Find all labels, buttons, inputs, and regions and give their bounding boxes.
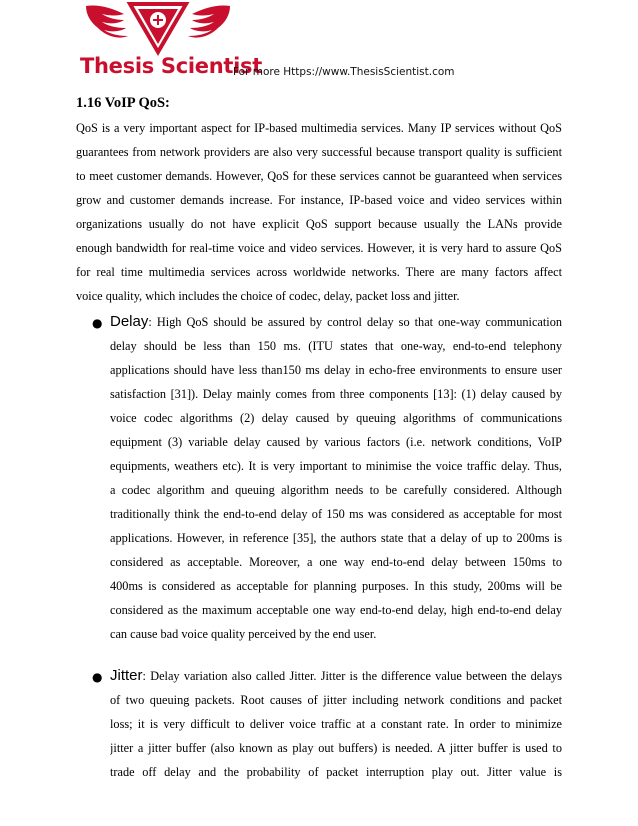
bullet-line: satisfaction [31]). Delay mainly comes from three components [13]: (1) delay caused by <box>110 387 562 401</box>
bullet-line: delay should be less than 150 ms. (ITU states that one-way, end-to-end telephony <box>110 339 562 353</box>
bullet-first-line <box>110 667 562 684</box>
winged-shield-icon <box>78 0 238 60</box>
bullet-line: trade off delay and the probability of packet interruption play out. Jitter value is <box>110 765 562 779</box>
bullet-line: considered as the maximum acceptable one way end-to-end delay, high end-to-end delay <box>110 603 562 617</box>
bullet-line: of two queuing packets. Root causes of jitter including network conditions and packet <box>110 693 562 707</box>
bullet-line: can cause bad voice quality perceived by the end user. <box>110 627 377 641</box>
paragraph-line: grow and customer demands increase. For instance, IP-based voice and video services within <box>76 193 562 207</box>
intro-paragraph <box>76 118 562 310</box>
section-title: 1.16 VoIP QoS: <box>76 95 170 111</box>
paragraph-line: enough bandwidth for real-time voice and video services. However, it is very hard to assure QoS <box>76 241 562 255</box>
bullet-line: loss; it is very difficult to deliver voice traffic at a constant rate. In order to minimize <box>110 717 562 731</box>
bullet-icon: ● <box>92 316 103 330</box>
bullet-line: traditionally think the end-to-end delay of 150 ms was considered as acceptable for most <box>110 507 562 521</box>
paragraph-line: guarantees from network providers are also very successful because transport quality is sufficient <box>76 145 562 159</box>
paragraph-line: QoS is a very important aspect for IP-based multimedia services. Many IP services without QoS <box>76 121 562 135</box>
bullet-icon: ● <box>92 670 103 684</box>
bullet-line: a codec algorithm and queuing algorithm needs to be carefully considered. Although <box>110 483 562 497</box>
bullet-line: applications. However, in reference [35], the authors state that a delay of up to 200ms is <box>110 531 562 545</box>
bullet-line: equipment (3) variable delay caused by various factors (i.e. network conditions, VoIP <box>110 435 562 449</box>
bullet-line: jitter a jitter buffer (also known as play out buffers) is needed. A jitter buffer is used to <box>110 741 562 755</box>
brand-name: Thesis Scientist <box>80 54 262 78</box>
paragraph-line: organizations usually do not have explicit QoS support because usually the LANs provide <box>76 217 562 231</box>
paragraph-line: to meet customer demands. However, QoS for these services cannot be guaranteed when services <box>76 169 562 183</box>
bullet-first-line <box>110 313 562 330</box>
paragraph-line: for real time multimedia services across worldwide networks. There are many factors affect <box>76 265 562 279</box>
bullet-term: Jitter <box>110 667 143 684</box>
paragraph-line: voice quality, which includes the choice of codec, delay, packet loss and jitter. <box>76 289 460 303</box>
bullet-first-line-text: : Delay variation also called Jitter. Jitter is the difference value between the delays <box>142 669 562 683</box>
bullet-line: voice codec algorithms (2) delay caused by queuing algorithms of communications <box>110 411 562 425</box>
bullet-line: 400ms is considered as acceptable for planning purposes. In this study, 200ms will be <box>110 579 562 593</box>
bullet-line: applications should have less than150 ms delay in echo-free environments to ensure user <box>110 363 562 377</box>
bullet-line: equipments, weathers etc). It is very important to minimise the voice traffic delay. Thus, <box>110 459 562 473</box>
bullet-first-line-text: : High QoS should be assured by control delay so that one-way communication <box>148 315 562 329</box>
header-website-link[interactable]: For more Https://www.ThesisScientist.com <box>233 66 455 78</box>
bullet-term: Delay <box>110 313 149 330</box>
bullet-line: considered as acceptable. Moreover, a one way end-to-end delay between 150ms to <box>110 555 562 569</box>
